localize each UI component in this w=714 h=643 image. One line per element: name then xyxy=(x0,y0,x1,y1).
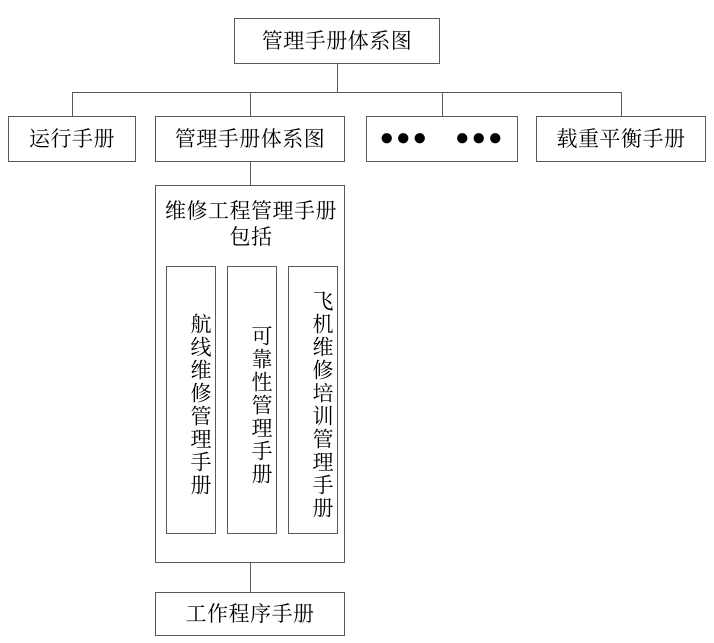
group-title: 维修工程管理手册包括 xyxy=(165,199,337,250)
node-reliability-manual: 可靠性管理手册 xyxy=(227,266,277,534)
node-ellipsis: ●●● ●●● xyxy=(366,116,518,162)
connector-container-to-procedure xyxy=(250,563,251,592)
node-aircraft-maintenance-training-manual: 飞机维修培训管理手册 xyxy=(288,266,338,534)
connector-root-stem xyxy=(337,64,338,92)
node-weight-balance-manual: 载重平衡手册 xyxy=(536,116,706,162)
connector-drop-weight xyxy=(621,92,622,116)
connector-level2-bus xyxy=(72,92,622,93)
node-work-procedure-manual: 工作程序手册 xyxy=(155,592,345,636)
connector-drop-operations xyxy=(72,92,73,116)
connector-drop-ellipsis xyxy=(442,92,443,116)
node-operations-manual: 运行手册 xyxy=(8,116,136,162)
connector-system-to-container xyxy=(250,162,251,185)
node-root: 管理手册体系图 xyxy=(234,18,440,64)
node-line-maintenance-manual: 航线维修管理手册 xyxy=(166,266,216,534)
node-management-manual-system: 管理手册体系图 xyxy=(155,116,345,162)
connector-drop-system xyxy=(250,92,251,116)
